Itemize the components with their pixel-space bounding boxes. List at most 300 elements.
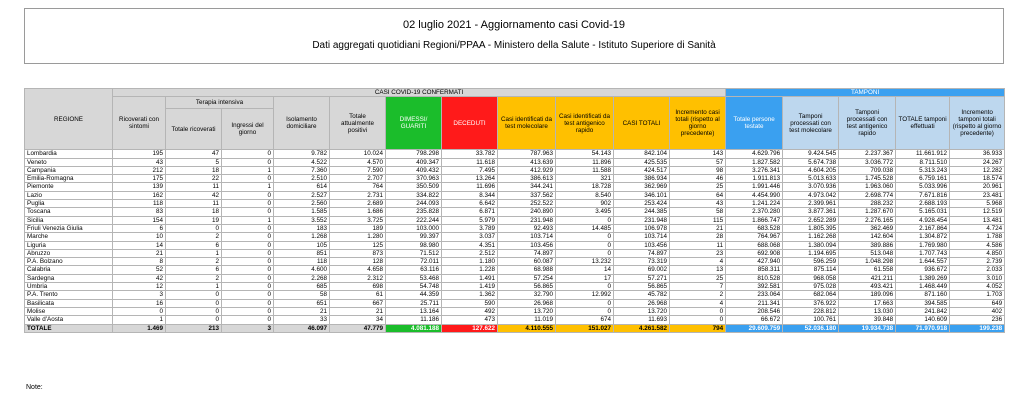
table-cell: 409.432	[386, 166, 442, 174]
table-cell: 2	[670, 291, 726, 299]
table-cell: 1	[222, 183, 274, 191]
region-name: Calabria	[25, 266, 113, 274]
table-cell: 21	[330, 307, 386, 315]
table-cell: 427.940	[726, 258, 783, 266]
table-cell: 3	[113, 291, 166, 299]
table-cell: 0	[222, 283, 274, 291]
table-cell: 392.581	[726, 283, 783, 291]
table-cell: 74.897	[614, 249, 670, 257]
table-cell: 4	[670, 258, 726, 266]
table-cell: 125	[330, 241, 386, 249]
table-cell: 4.600	[274, 266, 330, 274]
table-cell: 902	[556, 200, 614, 208]
table-cell: 43	[670, 200, 726, 208]
table-cell: 402	[950, 307, 1005, 315]
table-cell: 208.546	[726, 307, 783, 315]
table-cell: 386.613	[498, 175, 556, 183]
table-cell: 21	[113, 249, 166, 257]
table-cell: 252.522	[498, 200, 556, 208]
table-row	[25, 183, 1005, 191]
table-cell: 5.013.633	[783, 175, 839, 183]
table-cell: 0	[166, 224, 222, 232]
table-cell: 6.642	[442, 200, 498, 208]
table-cell: 25.711	[386, 299, 442, 307]
table-cell: 44.359	[386, 291, 442, 299]
table-cell: 13	[670, 266, 726, 274]
col-persone-testate: Totale persone testate	[726, 97, 783, 150]
table-cell: 2.560	[274, 200, 330, 208]
table-cell: 858.311	[726, 266, 783, 274]
table-cell: 875.114	[783, 266, 839, 274]
table-cell: 2.707	[330, 175, 386, 183]
table-cell: 0	[166, 299, 222, 307]
table-row	[25, 175, 1005, 183]
table-cell: 61	[330, 291, 386, 299]
table-cell: 2.312	[330, 274, 386, 282]
table-cell: 47	[166, 150, 222, 158]
table-cell: 682.064	[783, 291, 839, 299]
table-cell: 60.087	[498, 258, 556, 266]
table-cell: 118	[113, 200, 166, 208]
table-cell: 2.167.864	[896, 224, 950, 232]
table-cell: 68.988	[498, 266, 556, 274]
table-cell: 2.698.774	[839, 191, 896, 199]
table-cell: 64	[670, 191, 726, 199]
table-cell: 11	[166, 183, 222, 191]
table-cell: 244.385	[614, 208, 670, 216]
table-cell: 590	[442, 299, 498, 307]
table-cell: 34	[330, 316, 386, 324]
table-cell: 2.370.280	[726, 208, 783, 216]
table-cell: 222.244	[386, 216, 442, 224]
table-cell: 3.276.341	[726, 166, 783, 174]
region-name: Liguria	[25, 241, 113, 249]
table-cell: 103.456	[614, 241, 670, 249]
table-cell: 1.162.268	[783, 233, 839, 241]
table-cell: 61.558	[839, 266, 896, 274]
table-cell: 0	[222, 175, 274, 183]
table-cell: 1.228	[442, 266, 498, 274]
table-cell: 8.711.510	[896, 158, 950, 166]
table-row	[25, 208, 1005, 216]
table-cell: 103.714	[614, 233, 670, 241]
table-cell: 685	[274, 283, 330, 291]
table-cell: 253.424	[614, 200, 670, 208]
table-cell: 143	[670, 150, 726, 158]
total-cell: 71.970.918	[896, 324, 950, 332]
region-name: Toscana	[25, 208, 113, 216]
table-cell: 492	[442, 307, 498, 315]
table-cell: 2.512	[442, 249, 498, 257]
table-cell: 5.033.996	[896, 183, 950, 191]
table-cell: 23	[670, 249, 726, 257]
table-cell: 58	[670, 208, 726, 216]
table-cell: 2.399.961	[783, 200, 839, 208]
table-cell: 92.493	[498, 224, 556, 232]
table-cell: 3.725	[330, 216, 386, 224]
covid-data-table	[24, 88, 1005, 333]
table-cell: 362.969	[614, 183, 670, 191]
table-cell: 0	[222, 208, 274, 216]
table-cell: 4.454.990	[726, 191, 783, 199]
table-cell: 6	[166, 266, 222, 274]
table-cell: 39.848	[839, 316, 896, 324]
table-cell: 2.652.289	[783, 216, 839, 224]
table-cell: 236	[950, 316, 1005, 324]
table-cell: 22	[166, 175, 222, 183]
table-cell: 3.552	[274, 216, 330, 224]
table-cell: 1	[166, 249, 222, 257]
table-cell: 98	[670, 166, 726, 174]
region-name: Sardegna	[25, 274, 113, 282]
table-cell: 6	[113, 224, 166, 232]
table-cell: 1.745.528	[839, 175, 896, 183]
table-cell: 1.805.395	[783, 224, 839, 232]
table-cell: 99.397	[386, 233, 442, 241]
table-cell: 7	[670, 283, 726, 291]
table-cell: 189.096	[839, 291, 896, 299]
table-cell: 7.360	[274, 166, 330, 174]
table-cell: 4.570	[330, 158, 386, 166]
table-cell: 1.304.872	[896, 233, 950, 241]
table-cell: 11	[166, 200, 222, 208]
table-row	[25, 191, 1005, 199]
table-cell: 3.789	[442, 224, 498, 232]
table-cell: 13.232	[556, 258, 614, 266]
total-cell: 213	[166, 324, 222, 332]
region-name: Valle d'Aosta	[25, 316, 113, 324]
table-cell: 386.934	[614, 175, 670, 183]
table-cell: 4.604.205	[783, 166, 839, 174]
table-cell: 235.828	[386, 208, 442, 216]
table-cell: 389.886	[839, 241, 896, 249]
table-cell: 13.264	[442, 175, 498, 183]
table-cell: 13.720	[498, 307, 556, 315]
table-cell: 1	[166, 283, 222, 291]
col-ti-totale-ricoverati: Totale ricoverati	[166, 109, 222, 150]
table-cell: 14	[556, 266, 614, 274]
table-cell: 16	[113, 299, 166, 307]
table-cell: 3.877.361	[783, 208, 839, 216]
table-cell: 11.588	[556, 166, 614, 174]
table-cell: 100.761	[783, 316, 839, 324]
table-cell: 1.686	[330, 208, 386, 216]
table-cell: 8.344	[442, 191, 498, 199]
total-row	[25, 324, 1005, 332]
table-cell: 0	[222, 241, 274, 249]
table-cell: 2.739	[950, 258, 1005, 266]
table-cell: 5	[166, 158, 222, 166]
region-name: Emilia-Romagna	[25, 175, 113, 183]
total-cell: 4.261.582	[614, 324, 670, 332]
table-cell: 1.241.224	[726, 200, 783, 208]
table-cell: 0	[166, 291, 222, 299]
table-cell: 5.968	[950, 200, 1005, 208]
table-cell: 321	[556, 175, 614, 183]
group-tamponi: TAMPONI	[726, 89, 1005, 97]
table-cell: 5.313.243	[896, 166, 950, 174]
total-cell: 4.081.188	[386, 324, 442, 332]
table-cell: 9.782	[274, 150, 330, 158]
table-cell: 57	[670, 158, 726, 166]
table-cell: 25	[670, 183, 726, 191]
total-cell: 47.779	[330, 324, 386, 332]
table-cell: 4.928.454	[896, 216, 950, 224]
table-cell: 4.522	[274, 158, 330, 166]
table-cell: 4.973.042	[783, 191, 839, 199]
report-date-title: 02 luglio 2021 - Aggiornamento casi Covid-19	[403, 19, 625, 31]
table-cell: 2.268	[274, 274, 330, 282]
table-cell: 0	[222, 150, 274, 158]
table-cell: 17.663	[839, 299, 896, 307]
table-cell: 42	[113, 274, 166, 282]
table-cell: 0	[556, 283, 614, 291]
note-label: Note:	[26, 384, 43, 391]
table-cell: 7.590	[330, 166, 386, 174]
table-cell: 244.093	[386, 200, 442, 208]
table-cell: 9.424.545	[783, 150, 839, 158]
table-cell: 0	[556, 216, 614, 224]
table-cell: 0	[166, 316, 222, 324]
table-cell: 13.481	[950, 216, 1005, 224]
table-cell: 45.782	[614, 291, 670, 299]
table-cell: 674	[556, 316, 614, 324]
table-cell: 412.929	[498, 166, 556, 174]
table-cell: 6.871	[442, 208, 498, 216]
table-cell: 709.038	[839, 166, 896, 174]
table-cell: 0	[113, 307, 166, 315]
table-cell: 14	[113, 241, 166, 249]
table-row	[25, 224, 1005, 232]
table-cell: 2.688.193	[896, 200, 950, 208]
col-isolamento: Isolamento domiciliare	[274, 97, 330, 150]
table-cell: 362.469	[839, 224, 896, 232]
table-cell: 688.068	[726, 241, 783, 249]
table-cell: 1.707.743	[896, 249, 950, 257]
table-cell: 1.268	[274, 233, 330, 241]
table-cell: 32.790	[498, 291, 556, 299]
table-cell: 142.604	[839, 233, 896, 241]
table-cell: 0	[222, 299, 274, 307]
table-cell: 3.036.772	[839, 158, 896, 166]
table-cell: 2.527	[274, 191, 330, 199]
col-tamponi-antigenico: Tamponi processati con test antigenico rapido	[839, 97, 896, 150]
table-cell: 1.180	[442, 258, 498, 266]
total-cell: 19.934.738	[839, 324, 896, 332]
region-name: Sicilia	[25, 216, 113, 224]
table-cell: 1.769.980	[896, 241, 950, 249]
region-name: Umbria	[25, 283, 113, 291]
table-cell: 337.562	[498, 191, 556, 199]
table-cell: 33	[274, 316, 330, 324]
table-cell: 810.528	[726, 274, 783, 282]
table-cell: 4.052	[950, 283, 1005, 291]
table-cell: 2.689	[330, 200, 386, 208]
table-row	[25, 200, 1005, 208]
col-dimessi-guariti: DIMESSI/ GUARITI	[386, 97, 442, 150]
table-cell: 376.922	[783, 299, 839, 307]
table-cell: 0	[556, 241, 614, 249]
table-cell: 52	[113, 266, 166, 274]
table-cell: 698	[330, 283, 386, 291]
table-cell: 128	[330, 258, 386, 266]
table-cell: 33.782	[442, 150, 498, 158]
table-row	[25, 249, 1005, 257]
table-cell: 370.963	[386, 175, 442, 183]
total-cell: 4.110.555	[498, 324, 556, 332]
table-cell: 692.908	[726, 249, 783, 257]
total-cell: 794	[670, 324, 726, 332]
table-cell: 4	[670, 299, 726, 307]
table-cell: 4.850	[950, 249, 1005, 257]
table-cell: 334.822	[386, 191, 442, 199]
table-cell: 106.978	[614, 224, 670, 232]
table-cell: 2.276.165	[839, 216, 896, 224]
table-cell: 28	[670, 233, 726, 241]
table-cell: 493.421	[839, 283, 896, 291]
table-cell: 103.456	[498, 241, 556, 249]
table-cell: 21	[274, 307, 330, 315]
table-cell: 683.528	[726, 224, 783, 232]
col-ricoverati: Ricoverati con sintomi	[113, 97, 166, 150]
table-cell: 473	[442, 316, 498, 324]
table-cell: 1.362	[442, 291, 498, 299]
table-cell: 162	[113, 191, 166, 199]
table-cell: 1.380.094	[783, 241, 839, 249]
table-cell: 0	[222, 158, 274, 166]
table-cell: 764	[330, 183, 386, 191]
table-row	[25, 283, 1005, 291]
table-cell: 23.481	[950, 191, 1005, 199]
table-cell: 968.058	[783, 274, 839, 282]
table-row	[25, 307, 1005, 315]
table-cell: 0	[222, 224, 274, 232]
region-name: Lombardia	[25, 150, 113, 158]
table-cell: 56.865	[498, 283, 556, 291]
group-terapia-intensiva: Terapia intensiva	[166, 97, 274, 109]
col-casi-molecolare: Casi identificati da test molecolare	[498, 97, 556, 150]
col-attualmente-positivi: Totale attualmente positivi	[330, 97, 386, 150]
total-cell: 46.097	[274, 324, 330, 332]
table-cell: 0	[670, 316, 726, 324]
table-cell: 0	[222, 316, 274, 324]
table-cell: 11.696	[442, 183, 498, 191]
table-cell: 851	[274, 249, 330, 257]
table-cell: 13.164	[386, 307, 442, 315]
table-row	[25, 158, 1005, 166]
region-name: Veneto	[25, 158, 113, 166]
table-cell: 1.788	[950, 233, 1005, 241]
table-cell: 43	[113, 158, 166, 166]
table-cell: 649	[950, 299, 1005, 307]
region-name: P.A. Trento	[25, 291, 113, 299]
table-cell: 1.963.060	[839, 183, 896, 191]
table-cell: 0	[222, 307, 274, 315]
table-cell: 4.658	[330, 266, 386, 274]
col-tamponi-molecolare: Tamponi processati con test molecolare	[783, 97, 839, 150]
table-cell: 11	[670, 241, 726, 249]
table-cell: 11.693	[614, 316, 670, 324]
table-cell: 233.064	[726, 291, 783, 299]
table-cell: 1.703	[950, 291, 1005, 299]
table-cell: 25	[670, 274, 726, 282]
total-cell: 3	[222, 324, 274, 332]
table-cell: 2.731	[330, 191, 386, 199]
table-cell: 72.011	[386, 258, 442, 266]
table-cell: 7.495	[442, 166, 498, 174]
table-cell: 0	[222, 291, 274, 299]
table-cell: 3.495	[556, 208, 614, 216]
table-cell: 2.510	[274, 175, 330, 183]
table-cell: 11.186	[386, 316, 442, 324]
table-cell: 139	[113, 183, 166, 191]
table-cell: 0	[556, 299, 614, 307]
table-cell: 842.104	[614, 150, 670, 158]
col-incremento-tamponi: Incremento tamponi totali (rispetto al giorno precedente)	[950, 97, 1005, 150]
table-cell: 18.728	[556, 183, 614, 191]
table-cell: 12.992	[556, 291, 614, 299]
table-cell: 651	[274, 299, 330, 307]
col-casi-antigenico: Casi identificati da test antigenico rapido	[556, 97, 614, 150]
table-body	[25, 150, 1005, 333]
table-cell: 231.948	[614, 216, 670, 224]
col-deceduti: DECEDUTI	[442, 97, 498, 150]
table-cell: 288.232	[839, 200, 896, 208]
table-cell: 10	[113, 233, 166, 241]
total-cell: 127.622	[442, 324, 498, 332]
table-cell: 0	[222, 191, 274, 199]
table-cell: 13.720	[614, 307, 670, 315]
table-cell: 0	[222, 249, 274, 257]
table-cell: 0	[556, 249, 614, 257]
col-casi-totali: CASI TOTALI	[614, 97, 670, 150]
table-cell: 5.674.738	[783, 158, 839, 166]
table-cell: 1.194.695	[783, 249, 839, 257]
table-cell: 12.519	[950, 208, 1005, 216]
table-cell: 1.827.582	[726, 158, 783, 166]
table-cell: 7.671.816	[896, 191, 950, 199]
table-row	[25, 274, 1005, 282]
col-ti-ingressi: Ingressi del giorno	[222, 109, 274, 150]
table-cell: 14.485	[556, 224, 614, 232]
table-cell: 11.019	[498, 316, 556, 324]
table-cell: 787.963	[498, 150, 556, 158]
table-cell: 1.468.449	[896, 283, 950, 291]
table-cell: 2.237.367	[839, 150, 896, 158]
table-cell: 2	[166, 258, 222, 266]
table-cell: 798.298	[386, 150, 442, 158]
table-cell: 26.968	[614, 299, 670, 307]
table-cell: 74.897	[498, 249, 556, 257]
total-cell: 29.609.759	[726, 324, 783, 332]
table-cell: 4.724	[950, 224, 1005, 232]
table-cell: 350.509	[386, 183, 442, 191]
table-cell: 346.101	[614, 191, 670, 199]
table-cell: 10.024	[330, 150, 386, 158]
table-cell: 228.812	[783, 307, 839, 315]
table-cell: 53.468	[386, 274, 442, 282]
table-cell: 58	[274, 291, 330, 299]
table-cell: 2.033	[950, 266, 1005, 274]
table-cell: 83	[113, 208, 166, 216]
group-casi-confermati: CASI COVID-19 CONFERMATI	[113, 89, 726, 97]
table-cell: 18	[166, 208, 222, 216]
table-cell: 425.535	[614, 158, 670, 166]
total-label: TOTALE	[25, 324, 113, 332]
table-cell: 212	[113, 166, 166, 174]
table-cell: 0	[670, 307, 726, 315]
table-row	[25, 258, 1005, 266]
